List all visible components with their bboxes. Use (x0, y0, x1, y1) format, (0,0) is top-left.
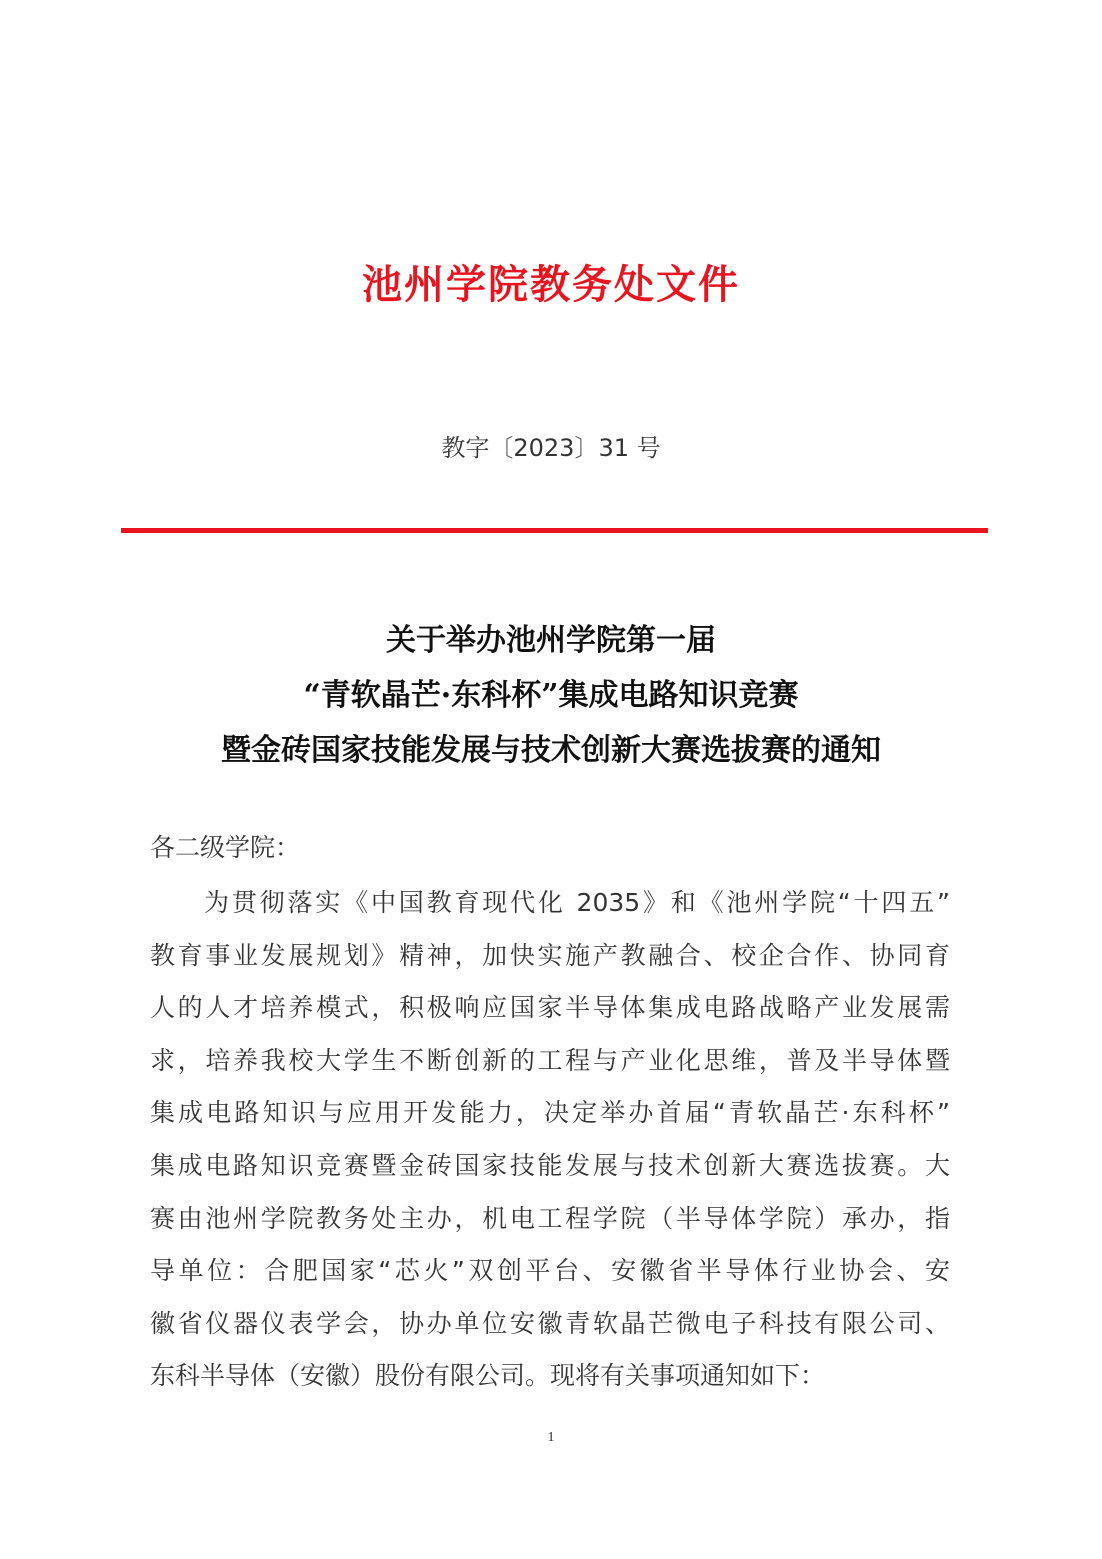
body-line: 为贯彻落实《中国教育现代化 2035》和《池州学院“十四五” (204, 888, 950, 917)
title-line: 暨金砖国家技能发展与技术创新大赛选拔赛的通知 (221, 733, 881, 768)
document-masthead: 池州学院教务处文件 (362, 261, 740, 308)
body-paragraph (150, 877, 950, 1403)
red-divider-line (121, 528, 988, 533)
body-line: 导单位：合肥国家“芯火”双创平台、安徽省半导体行业协会、安 (150, 1256, 950, 1286)
salutation: 各二级学院： (150, 833, 301, 862)
body-line: 徽省仪器仪表学会，协办单位安徽青软晶芒微电子科技有限公司、 (150, 1308, 950, 1338)
body-line: 东科半导体（安徽）股份有限公司。现将有关事项通知如下： (150, 1361, 826, 1391)
body-line: 赛由池州学院教务处主办，机电工程学院（半导体学院）承办，指 (150, 1203, 950, 1233)
body-line: 集成电路知识与应用开发能力，决定举办首届“青软晶芒·东科杯” (150, 1098, 950, 1128)
page-number: 1 (547, 1430, 555, 1445)
body-line: 集成电路知识竞赛暨金砖国家技能发展与技术创新大赛选拔赛。大 (150, 1150, 950, 1180)
notice-title (0, 613, 1102, 778)
body-line: 教育事业发展规划》精神，加快实施产教融合、校企合作、协同育 (150, 940, 950, 970)
document-number: 教字〔2023〕31 号 (441, 434, 661, 462)
body-line: 求，培养我校大学生不断创新的工程与产业化思维，普及半导体暨 (150, 1045, 950, 1075)
body-line: 人的人才培养模式，积极响应国家半导体集成电路战略产业发展需 (150, 993, 950, 1023)
title-line: 关于举办池州学院第一届 (386, 623, 716, 658)
title-line: “青软晶芒·东科杯”集成电路知识竞赛 (303, 678, 799, 713)
